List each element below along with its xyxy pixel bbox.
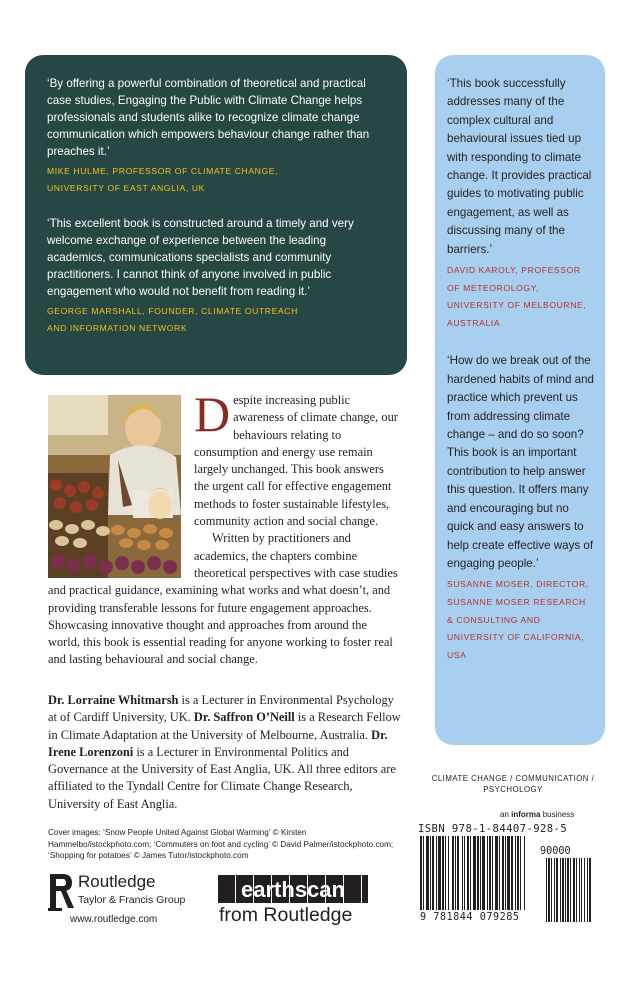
barcode-bar xyxy=(473,836,476,910)
isbn-label: ISBN 978-1-84407-928-5 xyxy=(418,823,568,835)
endorsement-quote: ‘How do we break out of the hardened habits of mind and practice which prevent us from addressing climate change – and do so soon? This book is an important contribution to help answer this question. It offers many and encouraging but no quick and easy answers to help create effective ways of engaging people.’ xyxy=(447,354,594,570)
barcode-addon-bar xyxy=(556,858,558,922)
barcode-bar xyxy=(462,836,463,910)
barcode-addon-bar xyxy=(584,858,585,922)
description-paragraph: Written by practitioners and academics, the chapters combine theoretical perspectives with case studies and practical guidance, examining what works and what doesn’t, and providing transferable lessons for future engagement approaches. Showcasing innovative thought and approaches from around the world, this book is essential reading for anyone working to foster real and lasting behavioural and social change. xyxy=(48,531,398,667)
barcode-bar xyxy=(448,836,449,910)
barcode-bar xyxy=(432,836,434,910)
barcode-bar xyxy=(470,836,471,910)
barcode-bar xyxy=(502,836,504,910)
barcode-addon-bar xyxy=(565,858,566,922)
editor-name: Dr. Saffron O’Neill xyxy=(193,710,295,725)
barcode-bar xyxy=(464,836,465,910)
barcode-bar xyxy=(492,836,493,910)
endorsement-attribution xyxy=(47,163,387,197)
barcode-addon-bar xyxy=(560,858,561,922)
barcode-bar xyxy=(426,836,429,910)
barcode-bar xyxy=(505,836,506,910)
attribution-line: AND INFORMATION NETWORK xyxy=(47,323,188,333)
endorsements-panel-left xyxy=(25,55,407,375)
endorsement-quote: ‘This book successfully addresses many of the complex cultural and behavioural issues tied up with responding to climate change. It provides practical guides to motivating public engagement, as well as discussing many of the barriers.’ xyxy=(447,77,592,256)
editors-bio: Dr. Lorraine Whitmarsh is a Lecturer in Environmental Psychology at of Cardiff University, UK. Dr. Saffron O’Neill is a Research Fellow in Climate Adaptation at the University of Melbourne, Australia. Dr. Irene Lorenzoni is a Lecturer in Environmental Politics and Governance at the University of East Anglia, UK. All three editors are affiliated to the Tyndall Centre for Climate Change Research, University of East Anglia. xyxy=(48,693,401,811)
barcode-bar xyxy=(445,836,446,910)
barcode-bar xyxy=(495,836,498,910)
earthscan-wordmark xyxy=(218,875,368,903)
routledge-url[interactable]: www.routledge.com xyxy=(70,914,158,925)
barcode-addon-bar xyxy=(548,858,550,922)
informa-business-tag: an informa business xyxy=(500,810,575,819)
barcode-bar xyxy=(477,836,479,910)
barcode-bar xyxy=(520,836,521,910)
barcode-bar xyxy=(423,836,424,910)
barcode-bar xyxy=(438,836,441,910)
earthscan-subtitle: from Routledge xyxy=(219,904,353,926)
attribution-line: GEORGE MARSHALL, FOUNDER, CLIMATE OUTREACH xyxy=(47,306,298,316)
earthscan-text: earthscan xyxy=(241,877,345,902)
barcode-bar xyxy=(430,836,431,910)
barcode-addon-bar xyxy=(573,858,575,922)
barcode-addon-bar xyxy=(587,858,588,922)
barcode-addon-bar xyxy=(570,858,571,922)
barcode-addon-bar xyxy=(589,858,591,922)
endorsement-quote: ‘This excellent book is constructed around a timely and very welcome exchange of experience between the leading academics, communications specialists and community practitioners. I cannot think of anyone involved in public engagement who would not benefit from reading it.’ xyxy=(47,217,354,298)
barcode-addon-bar xyxy=(567,858,569,922)
barcode-addon-bar xyxy=(579,858,580,922)
routledge-logo xyxy=(48,872,208,932)
barcode-addon-bar xyxy=(546,858,547,922)
barcode-bar xyxy=(457,836,459,910)
editor-name: Dr. Lorraine Whitmarsh xyxy=(48,693,179,707)
barcode-bar xyxy=(420,836,422,910)
subject-category: CLIMATE CHANGE / COMMUNICATION / PSYCHOLOGY xyxy=(431,774,595,794)
barcode-bar xyxy=(515,836,516,910)
barcode-bar xyxy=(480,836,481,910)
barcode-addon-bar xyxy=(576,858,577,922)
routledge-r-icon xyxy=(48,872,74,912)
barcode-bar xyxy=(442,836,444,910)
attribution-line: UNIVERSITY OF EAST ANGLIA, UK xyxy=(47,183,205,193)
barcode-bar xyxy=(436,836,437,910)
barcode-bar xyxy=(507,836,510,910)
barcode-bar xyxy=(452,836,454,910)
attribution-line: MIKE HULME, PROFESSOR OF CLIMATE CHANGE, xyxy=(47,166,279,176)
endorsement-attribution: SUSANNE MOSER, DIRECTOR, SUSANNE MOSER RESEARCH & CONSULTING AND UNIVERSITY OF CALIFORNIA, USA xyxy=(447,579,589,660)
drop-cap: D xyxy=(194,386,231,442)
earthscan-logo xyxy=(218,875,373,930)
barcode-bar xyxy=(467,836,469,910)
barcode-bar xyxy=(517,836,519,910)
barcode-addon-bar xyxy=(554,858,555,922)
cover-image-credits: Cover images: ‘Snow People United Against Global Warming’ © Kirsten Hammelbo/istockphoto.com; ‘Commuters on foot and cycling’ © David Palmer/istockphoto.com; ‘Shopping for potatoes’ © James Tutor/istockphoto.com xyxy=(48,828,394,860)
barcode-addon-bar xyxy=(562,858,564,922)
barcode-bar xyxy=(487,836,488,910)
barcode-addon-bar xyxy=(581,858,582,922)
routledge-name: Routledge xyxy=(78,872,156,891)
book-description xyxy=(48,386,400,669)
barcode-bar xyxy=(511,836,513,910)
barcode-price-code: 90000 xyxy=(540,846,571,857)
barcode-bar xyxy=(499,836,500,910)
barcode-bar xyxy=(524,836,525,910)
isbn-barcode xyxy=(418,836,608,922)
endorsement-attribution xyxy=(47,303,387,337)
editor-name: Dr. Irene Lorenzoni xyxy=(48,727,388,759)
endorsement-attribution: DAVID KAROLY, PROFESSOR OF METEOROLOGY, UNIVERSITY OF MELBOURNE, AUSTRALIA xyxy=(447,265,587,328)
barcode-addon-bar xyxy=(551,858,552,922)
barcode-number: 9 781844 079285 xyxy=(420,912,520,923)
routledge-group: Taylor & Francis Group xyxy=(78,894,186,906)
endorsements-panel-right xyxy=(435,55,605,745)
description-paragraph: Despite increasing public awareness of climate change, our behaviours relating to consumption and energy use remain largely unchanged. This book answers the urgent call for effective engagement methods to foster sustainable lifestyles, community action and social change. xyxy=(194,386,398,529)
barcode-bar xyxy=(455,836,456,910)
endorsement-quote: ‘By offering a powerful combination of theoretical and practical case studies, Engaging the Public with Climate Change helps professionals and students alike to recognize climate change communication which empowers behaviour change rather than preaches it.’ xyxy=(47,77,370,158)
barcode-bar xyxy=(482,836,485,910)
barcode-bar xyxy=(489,836,491,910)
